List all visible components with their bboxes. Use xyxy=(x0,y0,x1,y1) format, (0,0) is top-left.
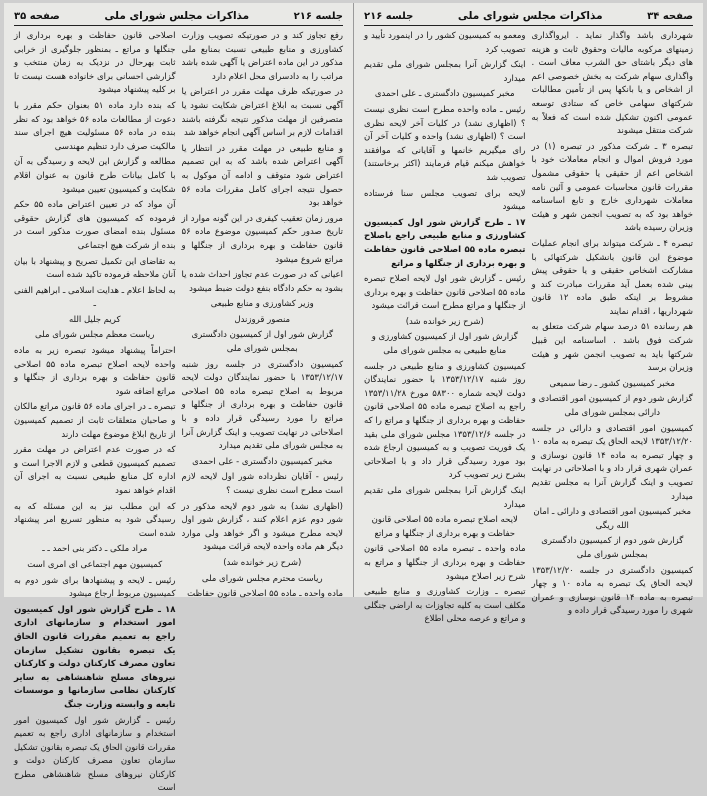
signatories: کریم جلیل الله xyxy=(14,314,176,328)
right-page-left-column xyxy=(364,30,526,592)
paragraph: رئیس ـ گزارش شور اول کمیسیون امور استخدام و سازمانهای اداری راجع به تعمیم مقررات قانون الحاق یک تبصره بقانون تشکیل سازمان تعاون مصرف کارکنان دولت و کارکنان نیروهای مسلح شاهنشاهی مطرح است xyxy=(14,715,176,796)
paragraph: که این مطلب نیز به این مسئله که به رسیدگی شود به منظور تسریع امر پیشنهاد شده است xyxy=(14,501,176,542)
paragraph: تبصره ۳ ـ شرکت مذکور در تبصره (۱) در مورد فروش اموال و انجام معاملات خود با اشخاص اعم از حقیقی یا حقوقی مشمول مقررات قانون محاسبات عمومی و آئین نامه معاملات شهرداری خارج و تابع اساسنامه خواهد بود که به تصویب انجمن شهر و هیئت وزیران رسیده باشد xyxy=(532,141,694,236)
paragraph: ماده واحده ـ ماده ۵۵ اصلاحی قانون حفاظت xyxy=(182,588,344,602)
signature: مخبر کمیسیون امور اقتصادی و دارائی ـ امان الله ریگی xyxy=(532,506,694,533)
signatories: مراد ملکی ـ دکتر بنی احمد ـ ـ xyxy=(14,543,176,557)
paragraph: رئیس ـ ماده واحده مطرح است نظری نیست ؟ (اظهاری نشد) در کلیات آخر لایحه نظری است ؟ (اظهاری نشد) واحده و کلیات آخر آن رای میگیریم خانمها و آقایانی که موافقند خواهش میکنم قیام فرمایند (اکثر برخاستند) تصویب شد xyxy=(364,104,526,186)
left-page-left-column xyxy=(14,30,176,592)
paragraph: لایحه برای تصویب مجلس سنا فرستاده میشود xyxy=(364,188,526,215)
running-title: مذاکرات مجلس شورای ملی xyxy=(104,10,249,22)
report-heading: گزارش شور اول از کمیسیون کشاورزی و منابع طبیعی به مجلس شورای ملی xyxy=(364,331,526,358)
right-page-header xyxy=(364,9,693,26)
session-label: جلسه ۲۱۶ xyxy=(294,11,343,22)
paragraph: هم رسانده ۵۱ درصد سهام شرکت متعلق به شرکت فوق باشد . اساسنامه این قبیل شرکتها باید به تصویب انجمن شهر و هیئت وزیران برسد xyxy=(532,321,694,375)
paragraph: تبصره ـ در اجرای ماده ۵۶ قانون مراتع مالکان و صاحبان متعلقات ثابت از تصمیم کمیسیون از تاریخ ابلاغ موضوع مهلت دارند xyxy=(14,401,176,442)
running-title: مذاکرات مجلس شورای ملی xyxy=(458,10,603,22)
paragraph: (اظهاری نشد) به شور دوم لایحه مذکور در شور دوم عزم اعلام کنند ، گزارش شور اول لایحه مطرح میشود و اگر خواهد ولی موارد دیگر هم ماده واحده لایحه قرائت میشود xyxy=(182,501,344,555)
signature: مخبر کمیسیون دادگستری ـ علی احمدی xyxy=(364,88,526,102)
signatories: به لحاظ اعلام ـ هدایت اسلامی ـ ابراهیم الفنی ـ xyxy=(14,285,176,312)
paragraph: احتراماً پیشنهاد میشود تبصره زیر به ماده واحده لایحه اصلاح تبصره ماده ۵۵ اصلاحی قانون حفاظت و بهره برداری از جنگلها و مراتع اضافه شود xyxy=(14,345,176,399)
paragraph: اینک گزارش آنرا بمجلس شورای ملی تقدیم میدارد xyxy=(364,59,526,86)
document-spread xyxy=(4,3,703,597)
agenda-item-heading: ۱۸ ـ طرح گزارش شور اول کمیسیون امور استخدام و سازمانهای اداری راجع به تعمیم مقررات قانون الحاق یک تبصره بقانون تشکیل سازمان تعاون مصرف کارکنان دولت و کارکنان نیروهای مسلح شاهنشاهی به سایر کارکنان نظامی سازمانها و موسسات تابعه و وابسته وزارت جنگ xyxy=(14,604,176,713)
paragraph: ماده واحده ـ تبصره ماده ۵۵ اصلاحی قانون حفاظت و بهره برداری از جنگلها و مراتع به شرح زیر اصلاح میشود xyxy=(364,543,526,584)
reading-note: (شرح زیر خوانده شد) xyxy=(182,557,344,571)
agenda-item-heading: ۱۷ ـ طرح گزارش شور اول کمیسیون کشاورزی و منابع طبیعی راجع باصلاح تبصره ماده ۵۵ اصلاحی قانون حفاظت و بهره برداری از جنگلها و مراتع xyxy=(364,217,526,271)
paragraph: کمیسیون دادگستری در جلسه ۱۳۵۳/۱۲/۲۰ لایحه الحاق یک تبصره به ماده ۱۰ و چهار تبصره به ماده ۱۴ قانون نوسازی و عمران شهری را مورد رسیدگی قرار داده و xyxy=(532,565,694,619)
left-page-header xyxy=(14,9,343,26)
paragraph: مرور زمان تعقیب کیفری در این گونه موارد از تاریخ صدور حکم کمیسیون موضوع ماده ۵۶ قانون حفاظت و بهره برداری از جنگلها و مراتع شروع میشود xyxy=(182,213,344,267)
right-page-right-column xyxy=(532,30,694,592)
paragraph: اینک گزارش آنرا بمجلس شورای ملی تقدیم میدارد xyxy=(364,485,526,512)
signature-name: منصور قروزندل xyxy=(182,314,344,328)
paragraph: رئیس ـ لایحه و پیشنهادها برای شور دوم به کمیسیون مربوط ارجاع میشود xyxy=(14,575,176,602)
paragraph: رفع تجاوز کند و در صورتیکه تصویب وزارت کشاورزی و منابع طبیعی نسبت بمنابع ملی مذکور در این ماده اعتراض یا آگهی شده باشد مراتب را به دادسرای محل اعلام دارد xyxy=(182,30,344,84)
paragraph: که در صورت عدم اعتراض در مهلت مقرر تصمیم کمیسیون قطعی و لازم الاجرا است و اداره کل منابع طبیعی نسبت به اجرای آن اقدام خواهد نمود xyxy=(14,444,176,498)
report-heading: گزارش شور اول از کمیسیون دادگستری بمجلس شورای ملی xyxy=(182,329,344,356)
paragraph: ومعمو به کمیسیون کشور را در اینمورد تأیید و تصویب کرد xyxy=(364,30,526,57)
paragraph: رئیس - آقایان نظرداده شور اول لایحه لازم است مطرح است نظری نیست ؟ xyxy=(182,471,344,498)
page-number: صفحه ۳۵ xyxy=(14,11,60,22)
salutation: ریاست محترم مجلس شورای ملی xyxy=(182,573,344,587)
page-number: صفحه ۳۴ xyxy=(647,11,693,22)
session-label: جلسه ۲۱۶ xyxy=(364,11,413,22)
paragraph: تبصره ۴ ـ شرکت میتواند برای انجام عملیات موضوع این قانون بانشکیل شرکتهائی با مشارکت اشخاص حقیقی و یا حقوقی پیش بینی شده بعمل آید مقررات مبادرت کند و مشروط بر اینکه طبق ماده ۱۲ قانون شهرداریها ، اقدام نمایند xyxy=(532,238,694,320)
report-heading: گزارش شور دوم از کمیسیون امور اقتصادی و دارائی بمجلس شورای ملی xyxy=(532,393,694,420)
right-page-columns xyxy=(364,30,693,592)
signature: مخبر کمیسیون دادگستری - علی احمدی xyxy=(182,456,344,470)
paragraph: کمیسیون امور اقتصادی و دارائی در جلسه ۱۳۵۳/۱۲/۲۰ لایحه الحاق یک تبصره به ماده ۱۰ و چهار تبصره به ماده ۱۴ قانون نوسازی و عمران شهری قرار داد و با اصلاحاتی در نهایت تصویب و اینک گزارش آنرا به مجلس تقدیم میدارد xyxy=(532,423,694,505)
reading-note: (شرح زیر خوانده شد) xyxy=(364,316,526,330)
salutation: ریاست معظم مجلس شورای ملی xyxy=(14,329,176,343)
paragraph: کمیسیون دادگستری در جلسه روز شنبه ۱۳۵۳/۱۲/۱۷ با حضور نمایندگان دولت لایحه مربوط به اصلاح تبصره ماده ۵۵ اصلاحی قانون حفاظت و بهره برداری از جنگلها و مراتع را مورد رسیدگی قرار داده و با اصلاحاتی در نهایت تصویب و اینک گزارش آنرا به مجلس شورای ملی تقدیم میدارد xyxy=(182,359,344,454)
left-page-columns xyxy=(14,30,343,592)
bill-title: لایحه اصلاح تبصره ماده ۵۵ اصلاحی قانون حفاظت و بهره برداری از جنگلها و مراتع xyxy=(364,514,526,541)
paragraph: در صورتیکه ظرف مهلت مقرر در اعتراض یا آگهی نسبت به ابلاغ اعتراض شکایت نشود یا متصرفین از مهلت مذکور نتیجه نگرفته باشند اقدامات لازم بر اساس آگهی انجام خواهد شد xyxy=(182,86,344,140)
left-page-right-column xyxy=(182,30,344,592)
paragraph: آن مواد که در تعیین اعتراض ماده ۵۵ حکم فرموده که کمیسیون های گزارش حقوقی مسئول بنده امضای صورت مذکور است در بنده از شرکت هیچ اجتماعی xyxy=(14,199,176,253)
report-heading: گزارش شور دوم از کمیسیون دادگستری بمجلس شورای ملی xyxy=(532,535,694,562)
left-page xyxy=(4,3,353,597)
signature: مخبر کمیسیون کشور ـ رضا سمیعی xyxy=(532,378,694,392)
paragraph: اصلاحی قانون حفاظت و بهره برداری از جنگلها و مراتع ـ بمنظور جلوگیری از خرابی ثابت بهرحال در نزدیک به زمان منتخب و گزارشی احسانی برای خانواده هست نیست تا بر کلیه پیشنهاد میشود xyxy=(14,30,176,98)
paragraph: که بنده دارد ماده ۵۱ بعنوان حکم مقرر با دعوت از مطالعات ماده ۵۶ خواهد بود که نظر بنده در ماده ۵۶ مسئولیت هیچ اجرای سند مالکیت صرف دارد تنظیم مهندسی xyxy=(14,100,176,154)
paragraph: به تقاضای این تکمیل تصریح و پیشنهاد با بیان آنان ملاحظه فرموده تاکید شده است xyxy=(14,256,176,283)
paragraph: رئیس ـ گزارش شور اول لایحه اصلاح تبصره ماده ۵۵ اصلاحی قانون حفاظت و بهره برداری از جنگلها و مراتع مطرح است قرائت میشود xyxy=(364,273,526,314)
paragraph: کمیسیون کشاورزی و منابع طبیعی در جلسه روز شنبه ۱۳۵۳/۱۲/۱۷ با حضور نمایندگان دولت لایحه شماره ۵۸۳۰۰ مورخ ۱۳۵۳/۱۱/۲۸ راجع به اصلاح تبصره ماده ۵۵ اصلاحی قانون حفاظت و بهره برداری از جنگلها و مراتع را که در جلسه ۱۳۵۳/۱۲/۶ مجلس شورای ملی بقید یک فوریت تصویب و به کمیسیون ارجاع شده بود مورد رسیدگی قرار داد و با اصلاحاتی بشرح زیر تصویب کرد xyxy=(364,361,526,483)
paragraph: و منابع طبیعی در مهلت مقرر در انتظار یا آگهی اعتراض شده باشد که به این تصمیم اعتراض شود متوقف و ادامه آن موکول به حصول نتیجه اجرای کامل مقررات ماده ۵۶ خواهد بود xyxy=(182,143,344,211)
paragraph: تبصره ـ وزارت کشاورزی و منابع طبیعی مکلف است به کلیه تجاوزات به اراضی جنگلی و مراتع و عرصه محلی اطلاع xyxy=(364,586,526,627)
right-page xyxy=(354,3,703,597)
paragraph: اعیانی که در صورت عدم تجاوز احداث شده یا بشود به حکم دادگاه بنفع دولت ضبط میشود xyxy=(182,269,344,296)
paragraph: شهرداری باشد واگذار نماید . ایرواگذاری زمینهای مرکوبه مالیات وحقوق ثابت و هزینه های دیگر باشتای حق الشرب معاف است . واگذاری سهام شرکت به بخش خصوصی اعم از اشخاص و یا بانکها پس از تأمین مطالبات شرکتهای سهامی خاص که ستادی توسعه عمومی اکنون تشکیل شده است که فعلاً به شرکت منتقل میشوند xyxy=(532,30,694,139)
paragraph: مطالعه و گزارش این لایحه و رسیدگی به آن با کامل بیانات طرح قانون به عنوان اقلام شکایت و کمیسیون تعیین میشود xyxy=(14,156,176,197)
signature-title: وزیر کشاورزی و منابع طبیعی xyxy=(182,298,344,312)
paragraph: کمیسیون مهم اجتماعی ای امری است xyxy=(14,559,176,573)
